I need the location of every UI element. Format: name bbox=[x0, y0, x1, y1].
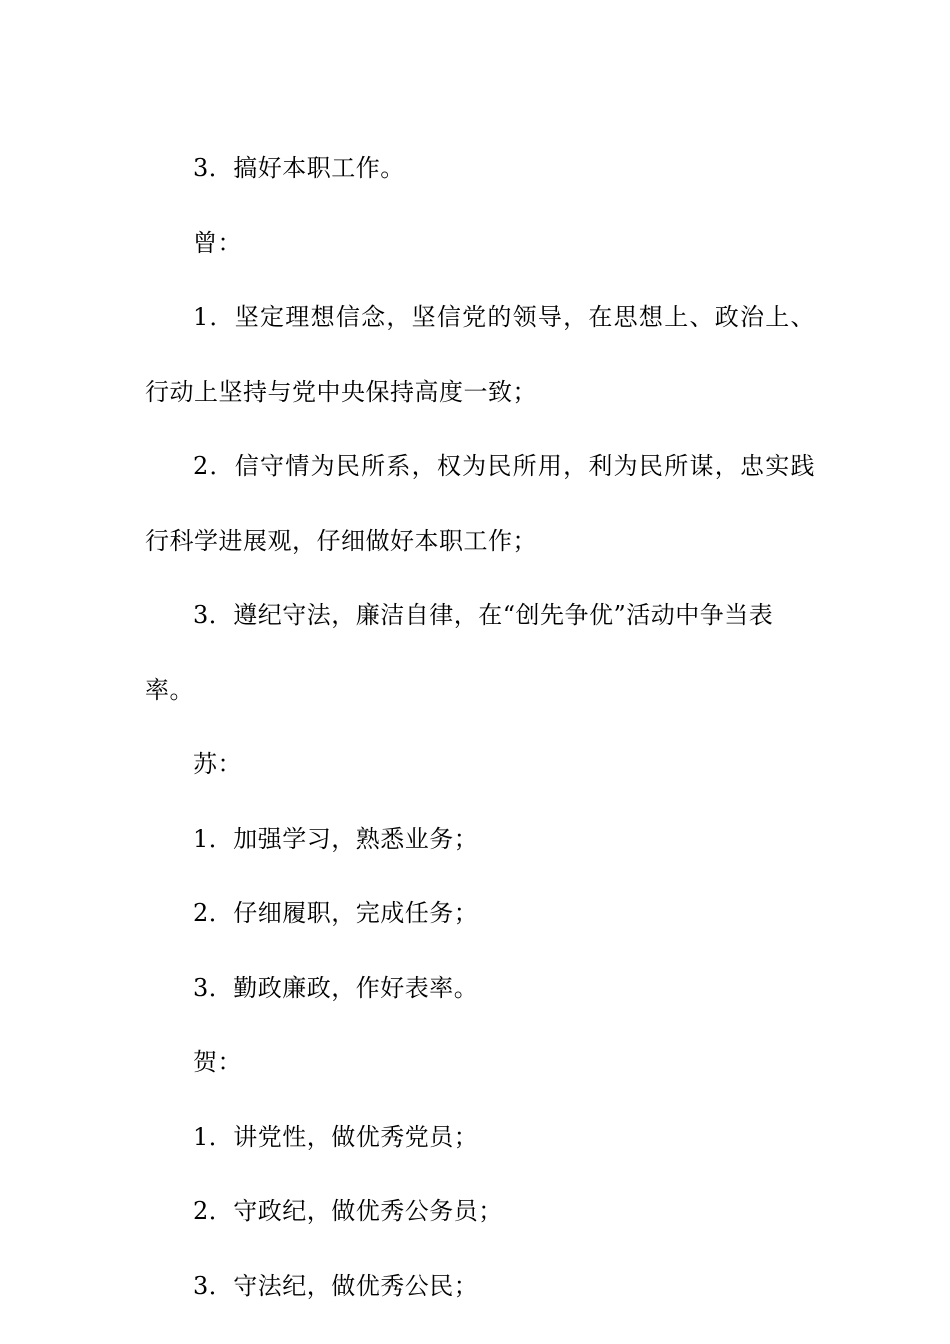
paragraph: 2．守政纪，做优秀公务员； bbox=[193, 1197, 503, 1225]
paragraph: 贺： bbox=[193, 1048, 242, 1076]
paragraph: 1．讲党性，做优秀党员； bbox=[193, 1122, 479, 1151]
paragraph: 2．仔细履职，完成任务； bbox=[193, 899, 479, 927]
paragraph: 苏： bbox=[193, 750, 242, 778]
paragraph: 3．遵纪守法，廉洁自律，在“创先争优”活动中争当表率。 bbox=[145, 601, 774, 704]
paragraph: 2．信守情为民所系，权为民所用，利为民所谋，忠实践行科学进展观，仔细做好本职工作； bbox=[145, 452, 815, 555]
paragraph: 3．勤政廉政，作好表率。 bbox=[193, 973, 479, 1002]
paragraph: 1．坚定理想信念，坚信党的领导，在思想上、政治上、行动上坚持与党中央保持高度一致； bbox=[145, 303, 815, 406]
document-body bbox=[145, 131, 815, 1323]
paragraph: 3．守法纪，做优秀公民； bbox=[193, 1271, 479, 1300]
paragraph: 3．搞好本职工作。 bbox=[193, 154, 405, 182]
paragraph: 曾： bbox=[193, 228, 242, 257]
paragraph: 1．加强学习，熟悉业务； bbox=[193, 824, 479, 853]
